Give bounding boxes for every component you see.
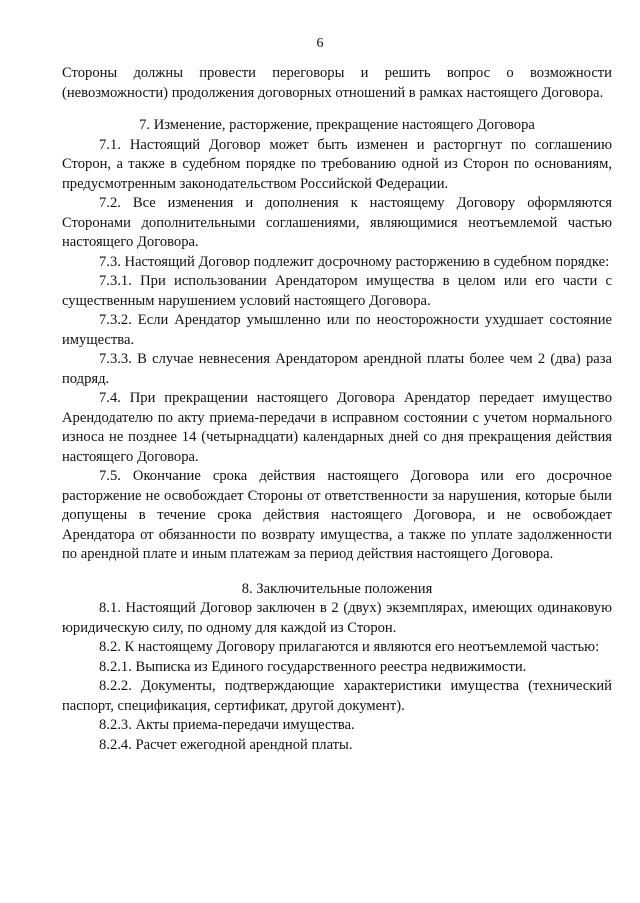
section-8-heading: 8. Заключительные положения <box>241 580 433 597</box>
clause-7-3: 7.3. Настоящий Договор подлежит досрочному расторжению в судебном порядке: <box>99 253 610 270</box>
clause-8-2: 8.2. К настоящему Договору прилагаются и являются его неотъемлемой частью: <box>99 639 600 655</box>
clause-8-2-3: 8.2.3. Акты приема-передачи имущества. <box>99 717 355 733</box>
page-number: 6 <box>316 36 324 51</box>
document-body <box>62 64 612 755</box>
clause-8-2-1: 8.2.1. Выписка из Единого государственного реестра недвижимости. <box>99 658 527 675</box>
clause-8-2-2: 8.2.2. Документы, подтверждающие характеристики имущества (технический паспорт, спецификация, сертификат, другой документ). <box>62 678 612 714</box>
section-7-heading: 7. Изменение, расторжение, прекращение настоящего Договора <box>139 117 535 133</box>
clause-7-3-2: 7.3.2. Если Арендатор умышленно или по неосторожности ухудшает состояние имущества. <box>62 312 612 348</box>
clause-7-3-1: 7.3.1. При использовании Арендатором имущества в целом или его части с существенным нарушением условий настоящего Договора. <box>62 273 612 309</box>
clause-7-1: 7.1. Настоящий Договор может быть изменен и расторгнут по соглашению Сторон, а также в судебном порядке по требованию одной из Сторон по основаниям, предусмотренным законодательством Российской Федерации. <box>62 136 612 192</box>
clause-7-2: 7.2. Все изменения и дополнения к настоящему Договору оформляются Сторонами дополнительными соглашениями, являющимися неотъемлемой частью настоящего Договора. <box>62 195 612 250</box>
clause-7-3-3: 7.3.3. В случае невнесения Арендатором арендной платы более чем 2 (два) раза подряд. <box>62 351 612 387</box>
intro-paragraph: Стороны должны провести переговоры и решить вопрос о возможности (невозможности) продолжения договорных отношений в рамках настоящего Договора. <box>62 65 612 101</box>
clause-8-2-4: 8.2.4. Расчет ежегодной арендной платы. <box>99 736 353 753</box>
clause-8-1: 8.1. Настоящий Договор заключен в 2 (двух) экземплярах, имеющих одинаковую юридическую силу, по одному для каждой из Сторон. <box>62 600 612 636</box>
clause-7-5: 7.5. Окончание срока действия настоящего Договора или его досрочное расторжение не освобождает Стороны от ответственности за нарушения, которые были допущены в течение срока действия настоящего Договора, и не освобождает Арендатора от обязанности по возврату имущества, а также по уплате задолженности по арендной плате и иным платежам за период действия настоящего Договора. <box>62 468 612 562</box>
clause-7-4: 7.4. При прекращении настоящего Договора Арендатор передает имущество Арендодателю по акту приема-передачи в исправном состоянии с учетом нормального износа не позднее 14 (четырнадцати) календарных дней со дня прекращения действия настоящего Договора. <box>62 390 612 465</box>
